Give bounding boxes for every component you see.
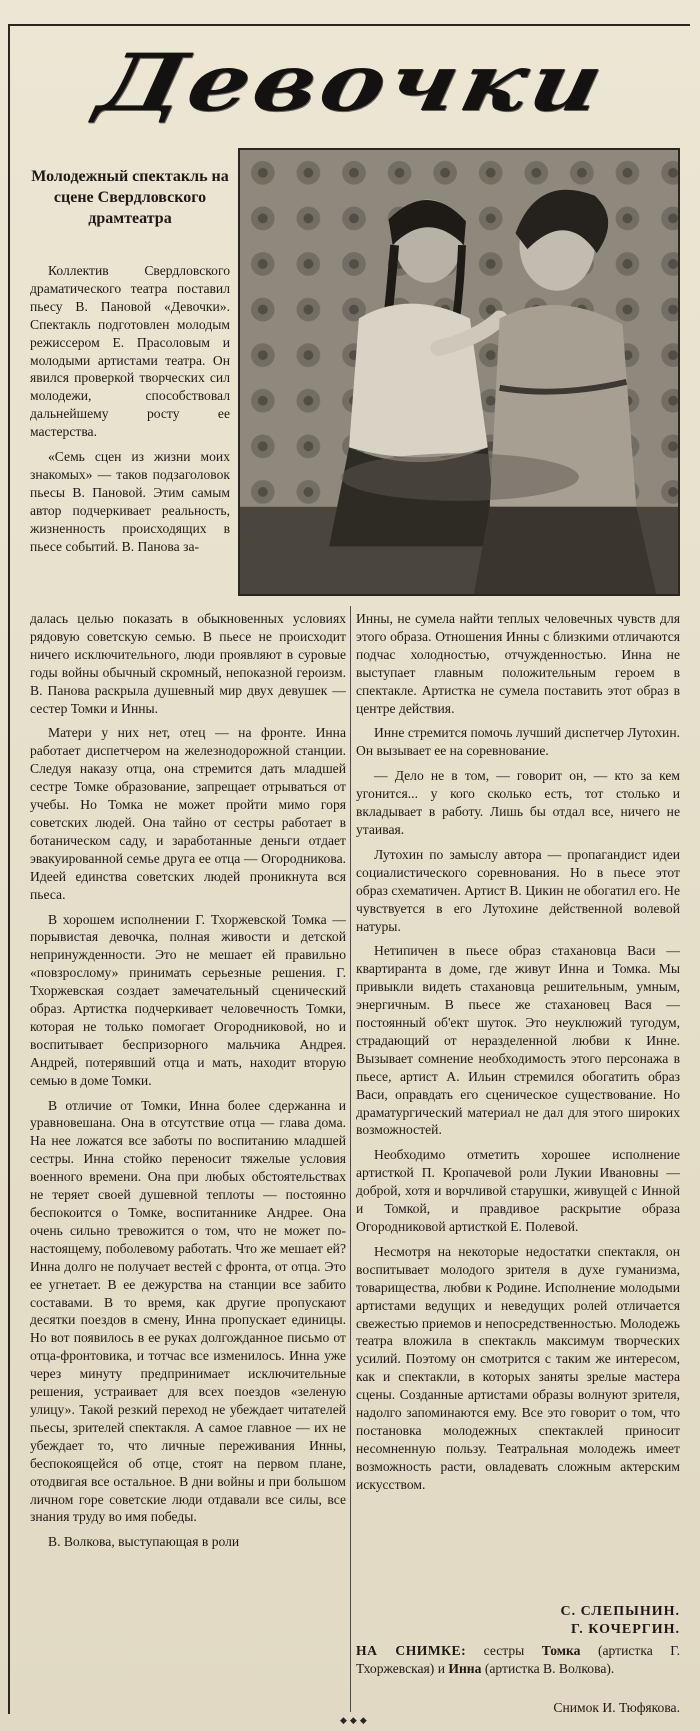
left-border-rule (8, 24, 10, 1714)
paragraph: далась целью показать в обыкновенных условиях рядовую советскую семью. В пьесе не происходит ничего исключительного, люди проявляют в суровые годы войны обычный скромный, непоказной героизм. В. Панова раскрыла душевный мир двух девушек — сестер Томки и Инны. (30, 611, 346, 716)
column-divider (350, 606, 351, 1712)
paragraph: Инны, не сумела найти теплых человечных чувств для этого образа. Отношения Инны с близкими отличаются подчас холодностью, отчужденностью. Инна не выступает главным положительным героем в спектакле. Артистка не сумела поставить этот образ в центре действия. (356, 611, 680, 716)
caption-text: (артистка Г. Тхоржевская) и (356, 1643, 680, 1676)
caption-text: (артистка В. Волкова). (481, 1661, 615, 1676)
article-subheading: Молодежный спектакль на сцене Свердловского драмтеатра (31, 168, 229, 227)
paragraph: Матери у них нет, отец — на фронте. Инна работает диспетчером на железнодорожной станции. Следуя наказу отца, она стремится дать младшей сестре Томке образование, запрещает отрываться от учебы. Но Томка не может пройти мимо горя советских людей. Она тайно от сестры работает в ботаническом саду, и заработанные деньги отдает эвакуированной семье друга ее отца — Огородникова. Идеей единства советских людей проникнута вся пьеса. (30, 725, 346, 902)
photo-credit: Снимок И. Тюфякова. (553, 1700, 680, 1715)
masthead-title: Девочки (89, 36, 615, 129)
stage-photo (238, 148, 680, 596)
page-bottom-ornament: ◆◆◆ (340, 1716, 370, 1726)
masthead (14, 28, 690, 138)
top-border-rule (8, 24, 690, 26)
author-name: Г. КОЧЕРГИН. (570, 1622, 680, 1637)
photo-caption (356, 1642, 680, 1678)
paragraph: Инне стремится помочь лучший диспетчер Лутохин. Он вызывает ее на соревнование. (356, 725, 680, 759)
stage-photo-two-actresses-icon (240, 150, 678, 594)
caption-name: Томка (541, 1643, 581, 1658)
caption-heading: НА СНИМКЕ: (356, 1643, 467, 1658)
paragraph: В. Волкова, выступающая в роли (48, 1534, 240, 1550)
paragraph: Несмотря на некоторые недостатки спектакля, он воспитывает молодого зрителя в духе гуманизма, товарищества, любви к Родине. Исполнение молодыми артистами ведущих и неведущих ролей отличается свежестью приемов и непосредственностью. Молодежь театра вложила в спектакль максимум творческих усилий. Поэтому он смотрится с таким же интересом, как и спектакли, в которых заняты зрелые мастера сцены. Созданные артистами образы волнуют зрителя, надолго запоминаются ему. Все это говорит о том, что постановка молодежных спектаклей приносит несомненную пользу. Театральная молодежь имеет возможность расти, овладевать сложным актерским искусством. (356, 1243, 680, 1492)
paragraph: В отличие от Томки, Инна более сдержанна и уравновешана. Она в отсутствие отца — глава дома. На нее ложатся все заботы по воспитанию младшей сестры. Инна стойко переносит тяжелые условия военного времени. Она при любых обстоятельствах не теряет своей душевной теплоты — постоянно беспокоится о Томке, воспитаннике Андрее. Она очень сильно тревожится о том, что не может по-настоящему, поболевому работать. Что же мешает ей? Инна долго не получает вестей с фронта, от отца. Это ее угнетает. В ее дежурства на станции все забито составами. В то время, как другие пропускают десятки поездов в смену, Инна пропускает единицы. Но вот появилось в ее руках долгожданное письмо от отца-фронтовика, и тотчас все изменилось. Инна уже через минуту предпринимает исключительные решения, устраивает для всех поездов «зеленую улицу». Такой резкий переход не убеждает читателей пьесы, зрителей спектакля. А самое главное — их не убеждает то, что личные переживания Инны, беспокоящейся об отце, стоят на первом плане, отодвигая все остальное. В дни войны и при большом личном горе советские люди отдавали все силы, все знания труду во имя победы. (30, 1097, 346, 1525)
column-left-upper (30, 262, 230, 610)
column-right (356, 610, 680, 1600)
caption-name: Инна (448, 1661, 482, 1676)
paragraph: Необходимо отметить хорошее исполнение артисткой П. Кропачевой роли Лукии Ивановны — доброй, хотя и ворчливой старушки, живущей с Инной и Томкой, и правдивое раскрытие образа Огородниковой артисткой Е. Полевой. (356, 1147, 680, 1234)
paragraph: «Семь сцен из жизни моих знакомых» — таков подзаголовок пьесы В. Пановой. Этим самым автор подчеркивает реальность, жизненность происходящих в пьесе событий. В. Панова за- (30, 449, 230, 554)
column-left-lower (30, 610, 346, 1710)
paragraph: Лутохин по замыслу автора — пропагандист идеи социалистического соревнования. Но в пьесе этот образ схематичен. Артист В. Цикин не обогатил его. Не чувствуется в его Лутохине действенной волевой натуры. (356, 846, 680, 934)
paragraph: — Дело не в том, — говорит он, — кто за кем угонится... у кого сколько есть, тот столько и вкладывает в работу. Лишь бы отдал все, ничего не утаивая. (356, 768, 680, 837)
paragraph: Коллектив Свердловского драматического театра поставил пьесу В. Пановой «Девочки». Спектакль подготовлен молодым режиссером Е. Прасоловым и молодыми артистами театра. Он явился проверкой творческих сил молодежи, способствовал дальнейшему росту ее мастерства. (30, 263, 230, 440)
paragraph: В хорошем исполнении Г. Тхоржевской Томка — порывистая девочка, полная живости и детской непринужденности. Это не мешает ей правильно «повзрослому» принимать серьезные решения. Г. Тхоржевская создает замечательный сценический образ. Артистка подчеркивает человечность Томки, которая не только помогает Огородниковой, но и воспитывает беспризорного мальчика Андрея. Андрей, потерявший отца и мать, находит вторую семью в доме Томки. (30, 911, 346, 1088)
author-signature (356, 1603, 680, 1639)
caption-text: сестры (466, 1643, 542, 1658)
paragraph: Нетипичен в пьесе образ стахановца Васи — квартиранта в доме, где живут Инна и Томка. Мы привыкли видеть стахановца решительным, умным, энергичным. В пьесе же стахановец Вася — постоянный об'ект шуток. Это неуклюжий тугодум, страдающий от неразделенной любви к Инне. Вызывает сомнение необходимость этого персонажа в пьесе, артист А. Ильин стремился обогатить образ Васи, оправдать его сценическое существование. Но драматургический материал не дал для этого широких возможностей. (356, 943, 680, 1138)
author-name: С. СЛЕПЫНИН. (560, 1604, 680, 1619)
